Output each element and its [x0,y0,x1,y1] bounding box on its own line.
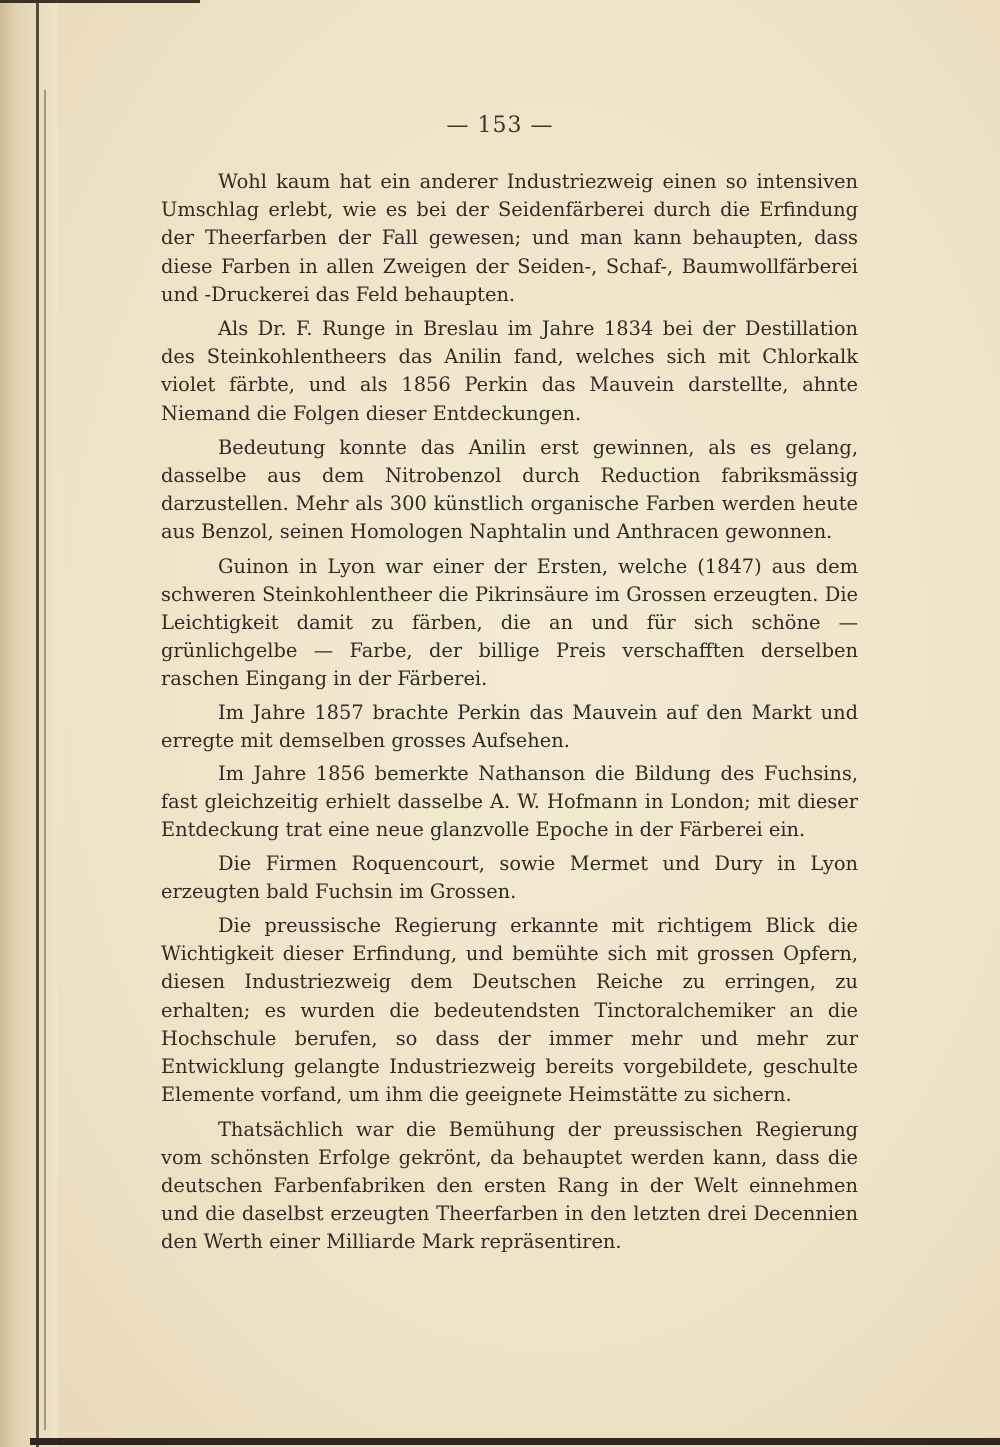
bottom-rule [30,1438,1000,1445]
paragraph-5: Im Jahre 1857 brachte Perkin das Mauvein auf den Markt und erregte mit demselben grosses Aufsehen. [161,700,858,752]
binding-shadow-line [44,90,46,1430]
paragraph-1: Wohl kaum hat ein anderer Industriezweig einen so intensiven Umschlag erlebt, wie es bei der Seidenfärberei durch die Erfindung der Theerfarben der Fall gewesen; und man kann behaupten, dass diese Farben in allen Zweigen der Seiden-, Schaf-, Baumwollfärberei und -Druckerei das Feld behaupten. [161,170,858,306]
paragraph-9: Thatsächlich war die Bemühung der preussischen Regierung vom schönsten Erfolge gekrönt, da behauptet werden kann, dass die deutschen Farbenfabriken den ersten Rang in der Welt einnehmen und die daselbst erzeugten Theerfarben in den letzten drei Decennien den Werth einer Milliarde Mark repräsentiren. [161,1117,858,1254]
paragraph-4: Guinon in Lyon war einer der Ersten, welche (1847) aus dem schweren Steinkohlentheer die Pikrinsäure im Grossen erzeugten. Die Leichtigkeit damit zu färben, die an und für sich schöne — grünlichgelbe — Farbe, der billige Preis verschafften derselben raschen Eingang in der Färberei. [161,554,858,691]
paragraph-7: Die Firmen Roquencourt, sowie Mermet und Dury in Lyon erzeugten bald Fuchsin im Grossen. [161,851,858,903]
body-text [161,168,858,1257]
paragraph-2: Als Dr. F. Runge in Breslau im Jahre 1834 bei der Destillation des Steinkohlentheers das Anilin fand, welches sich mit Chlorkalk violet färbte, und als 1856 Perkin das Mauvein darstellte, ahnte Niemand die Folgen dieser Entdeckungen. [161,317,858,425]
paragraph-8: Die preussische Regierung erkannte mit richtigem Blick die Wichtigkeit dieser Erfindung, und bemühte sich mit grossen Opfern, diesen Industriezweig dem Deutschen Reiche zu erringen, zu erhalten; es wurden die bedeutendsten Tinctoralchemiker an die Hochschule berufen, so dass der immer mehr und mehr zur Entwicklung gelangte Industriezweig bereits vorgebildete, geschulte Elemente vorfand, um ihm die geeignete Heimstätte zu sichern. [161,914,858,1107]
binding-edge [0,0,58,1447]
top-rule [0,0,200,3]
paragraph-6: Im Jahre 1856 bemerkte Nathanson die Bildung des Fuchsins, fast gleichzeitig erhielt dasselbe A. W. Hofmann in London; mit dieser Entdeckung trat eine neue glanzvolle Epoche in der Färberei ein. [161,762,858,842]
page-number: — 153 — [446,113,554,138]
paragraph-3: Bedeutung konnte das Anilin erst gewinnen, als es gelang, dasselbe aus dem Nitrobenzol durch Reduction fabriksmässig darzustellen. Mehr als 300 künstlich organische Farben werden heute aus Benzol, seinen Homologen Naphtalin und Anthracen gewonnen. [161,435,858,544]
binding-line [36,0,39,1447]
